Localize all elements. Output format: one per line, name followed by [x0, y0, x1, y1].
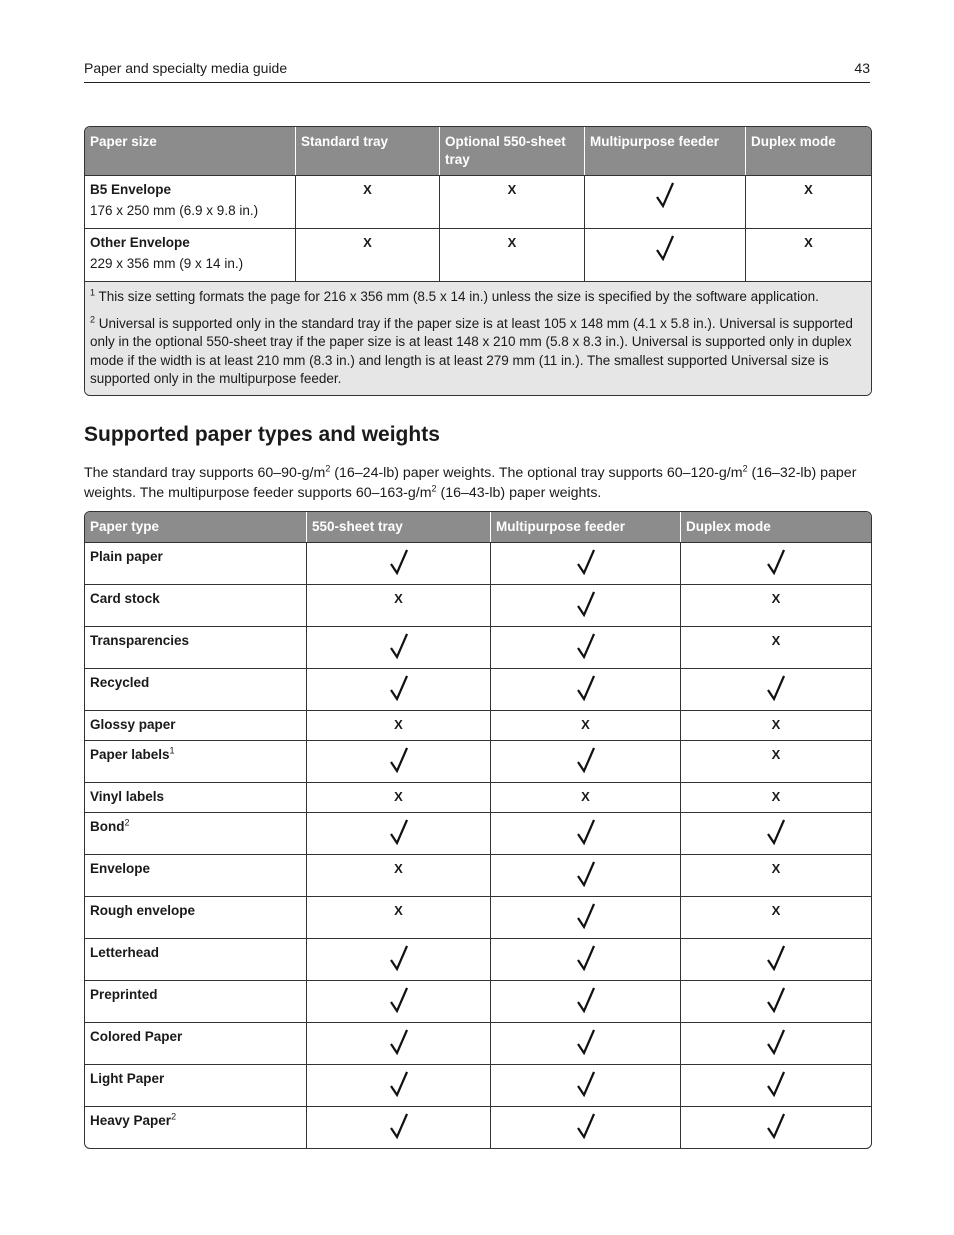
intro-text: (16–43-lb) paper weights.	[436, 485, 602, 501]
support-cell	[491, 1064, 681, 1106]
support-cell	[307, 1064, 491, 1106]
support-cell	[585, 175, 746, 228]
support-cell	[307, 938, 491, 980]
x-mark: X	[394, 789, 403, 804]
table-row	[85, 854, 871, 896]
checkmark-icon	[767, 945, 785, 971]
support-cell	[681, 1022, 871, 1064]
checkmark-icon	[767, 675, 785, 701]
support-cell	[746, 228, 871, 281]
support-cell	[681, 626, 871, 668]
checkmark-icon	[767, 549, 785, 575]
intro-text: The standard tray supports 60–90-g/m	[84, 465, 326, 481]
support-cell	[681, 854, 871, 896]
checkmark-icon	[390, 549, 408, 575]
checkmark-icon	[390, 1113, 408, 1139]
support-cell	[307, 980, 491, 1022]
support-cell	[491, 584, 681, 626]
support-cell	[491, 1022, 681, 1064]
intro-text: (16–32-lb) paper weights. The multipurpose feeder supports 60–163-g/m	[84, 465, 857, 501]
x-mark: X	[363, 182, 372, 197]
x-mark: X	[581, 717, 590, 732]
support-cell	[307, 854, 491, 896]
paper-type-cell	[85, 938, 307, 980]
paper-size-dimensions: 176 x 250 mm (6.9 x 9.8 in.)	[90, 203, 259, 218]
x-mark: X	[394, 861, 403, 876]
table-row	[85, 626, 871, 668]
footnotes-row	[85, 281, 871, 395]
checkmark-icon	[390, 747, 408, 773]
paper-type-name: Vinyl labels	[90, 789, 165, 804]
checkmark-icon	[577, 549, 595, 575]
support-cell	[440, 175, 585, 228]
checkmark-icon	[577, 747, 595, 773]
page-number: 43	[854, 60, 870, 76]
paper-type-name: Transparencies	[90, 633, 190, 648]
checkmark-icon	[656, 182, 674, 208]
paper-type-cell	[85, 542, 307, 584]
support-cell	[491, 854, 681, 896]
x-mark: X	[771, 789, 781, 804]
support-cell	[307, 812, 491, 854]
support-cell	[307, 626, 491, 668]
checkmark-icon	[390, 945, 408, 971]
support-cell	[681, 938, 871, 980]
support-cell	[681, 710, 871, 740]
support-cell	[296, 175, 440, 228]
paper-type-name: Light Paper	[90, 1071, 165, 1086]
paper-type-name: Bond	[90, 819, 125, 834]
page-header	[84, 60, 870, 83]
paper-type-name: Colored Paper	[90, 1029, 183, 1044]
support-cell	[491, 938, 681, 980]
support-cell	[746, 175, 871, 228]
support-cell	[491, 896, 681, 938]
support-cell	[491, 812, 681, 854]
support-cell	[681, 542, 871, 584]
support-cell	[307, 584, 491, 626]
paper-type-name: Preprinted	[90, 987, 158, 1002]
paper-type-name: Heavy Paper	[90, 1113, 172, 1128]
support-cell	[681, 668, 871, 710]
checkmark-icon	[577, 945, 595, 971]
support-cell	[491, 740, 681, 782]
checkmark-icon	[390, 633, 408, 659]
paper-type-name: Plain paper	[90, 549, 163, 564]
support-cell	[491, 980, 681, 1022]
checkmark-icon	[390, 987, 408, 1013]
paper-type-rows	[85, 542, 871, 1148]
support-cell	[491, 542, 681, 584]
paper-size-cell	[85, 228, 296, 281]
x-mark: X	[804, 235, 813, 250]
checkmark-icon	[767, 819, 785, 845]
x-mark: X	[771, 861, 781, 876]
paper-type-cell	[85, 812, 307, 854]
table-row	[85, 782, 871, 812]
paper-type-cell	[85, 1064, 307, 1106]
checkmark-icon	[577, 591, 595, 617]
checkmark-icon	[390, 1071, 408, 1097]
paper-type-cell	[85, 584, 307, 626]
checkmark-icon	[577, 675, 595, 701]
support-cell	[307, 710, 491, 740]
footnote-number: 1	[90, 287, 96, 298]
section-title: Supported paper types and weights	[84, 423, 440, 446]
checkmark-icon	[767, 1113, 785, 1139]
paper-type-name: Recycled	[90, 675, 150, 690]
table-row	[85, 710, 871, 740]
x-mark: X	[507, 182, 517, 197]
checkmark-icon	[767, 987, 785, 1013]
support-cell	[681, 782, 871, 812]
paper-type-cell	[85, 740, 307, 782]
paper-type-cell	[85, 782, 307, 812]
table-row	[85, 938, 871, 980]
paper-size-table	[84, 126, 872, 396]
footnote-text: This size setting formats the page for 216 x 356 mm (8.5 x 14 in.) unless the size is specified by the software application.	[98, 289, 819, 304]
support-cell	[681, 980, 871, 1022]
column-header: Paper size	[85, 127, 296, 175]
x-mark: X	[771, 591, 781, 606]
checkmark-icon	[767, 1029, 785, 1055]
x-mark: X	[394, 717, 403, 732]
footnote-number: 2	[90, 314, 96, 324]
column-header: Multipurpose feeder	[491, 512, 681, 542]
superscript: 2	[431, 483, 437, 494]
intro-text: (16–24-lb) paper weights. The optional tray supports 60–120-g/m	[330, 465, 743, 481]
checkmark-icon	[767, 1071, 785, 1097]
checkmark-icon	[577, 1113, 595, 1139]
x-mark: X	[771, 633, 781, 648]
table-row	[85, 812, 871, 854]
support-cell	[307, 740, 491, 782]
footnotes-cell	[85, 281, 871, 395]
table-row	[85, 668, 871, 710]
paper-type-cell	[85, 1106, 307, 1148]
support-cell	[307, 782, 491, 812]
support-cell	[307, 1106, 491, 1148]
checkmark-icon	[577, 1029, 595, 1055]
paper-type-name: Card stock	[90, 591, 160, 606]
support-cell	[440, 228, 585, 281]
checkmark-icon	[390, 819, 408, 845]
paper-type-cell	[85, 710, 307, 740]
checkmark-icon	[390, 1029, 408, 1055]
table-row	[85, 584, 871, 626]
column-header: Standard tray	[296, 127, 440, 175]
column-header: Multipurpose feeder	[585, 127, 746, 175]
x-mark: X	[581, 789, 590, 804]
paper-type-name: Letterhead	[90, 945, 160, 960]
superscript: 2	[325, 463, 331, 474]
x-mark: X	[771, 903, 781, 918]
column-header: Paper type	[85, 512, 307, 542]
checkmark-icon	[390, 675, 408, 701]
column-header: Optional 550-sheet tray	[440, 127, 585, 175]
support-cell	[681, 896, 871, 938]
column-header: 550-sheet tray	[307, 512, 491, 542]
table-row	[85, 896, 871, 938]
support-cell	[491, 1106, 681, 1148]
footnote-ref: 1	[169, 745, 175, 756]
paper-type-cell	[85, 854, 307, 896]
support-cell	[307, 542, 491, 584]
table-row	[85, 980, 871, 1022]
footnote-2	[90, 315, 866, 389]
header-title: Paper and specialty media guide	[84, 60, 288, 76]
paper-type-cell	[85, 896, 307, 938]
x-mark: X	[771, 717, 781, 732]
support-cell	[491, 668, 681, 710]
paper-type-cell	[85, 668, 307, 710]
footnote-text: Universal is supported only in the standard tray if the paper size is at least 105 x 148 mm (4.1 x 5.8 in.). Universal is supported only in the optional 550-sheet tray if the paper size is at least 148 x 210 mm (5.8 x 8.3 in.). Universal is supported only in duplex mode if the width is at least 210 mm (8.3 in.) and length is at least 279 mm (11 in.). The smallest supported Universal size is supported only in the multipurpose feeder.	[90, 315, 853, 386]
paper-type-cell	[85, 626, 307, 668]
checkmark-icon	[577, 861, 595, 887]
footnote-ref: 2	[171, 1111, 177, 1122]
x-mark: X	[394, 591, 403, 606]
paper-size-cell	[85, 175, 296, 228]
table-row	[85, 1064, 871, 1106]
support-cell	[681, 1106, 871, 1148]
paper-type-cell	[85, 1022, 307, 1064]
x-mark: X	[771, 747, 781, 762]
paper-type-name: Envelope	[90, 861, 151, 876]
checkmark-icon	[577, 1071, 595, 1097]
intro-paragraph	[84, 463, 874, 503]
paper-size-name: B5 Envelope	[90, 182, 172, 197]
checkmark-icon	[656, 235, 674, 261]
support-cell	[681, 812, 871, 854]
support-cell	[491, 782, 681, 812]
column-header: Duplex mode	[681, 512, 871, 542]
support-cell	[491, 710, 681, 740]
support-cell	[681, 740, 871, 782]
support-cell	[307, 1022, 491, 1064]
support-cell	[307, 896, 491, 938]
support-cell	[307, 668, 491, 710]
paper-type-name: Rough envelope	[90, 903, 196, 918]
checkmark-icon	[577, 633, 595, 659]
support-cell	[681, 584, 871, 626]
footnote-ref: 2	[124, 817, 130, 828]
table-row	[85, 228, 871, 281]
checkmark-icon	[577, 987, 595, 1013]
support-cell	[681, 1064, 871, 1106]
paper-type-name: Paper labels	[90, 747, 170, 762]
table-header-row	[85, 127, 871, 175]
checkmark-icon	[577, 819, 595, 845]
table-row	[85, 1106, 871, 1148]
support-cell	[491, 626, 681, 668]
superscript: 2	[742, 463, 748, 474]
paper-type-cell	[85, 980, 307, 1022]
paper-type-name: Glossy paper	[90, 717, 176, 732]
x-mark: X	[394, 903, 403, 918]
paper-size-name: Other Envelope	[90, 235, 190, 250]
table-row	[85, 542, 871, 584]
table-row	[85, 1022, 871, 1064]
x-mark: X	[507, 235, 517, 250]
paper-size-dimensions: 229 x 356 mm (9 x 14 in.)	[90, 256, 244, 271]
table-header-row	[85, 512, 871, 542]
footnote-1	[90, 288, 866, 307]
checkmark-icon	[577, 903, 595, 929]
support-cell	[585, 228, 746, 281]
x-mark: X	[804, 182, 813, 197]
x-mark: X	[363, 235, 372, 250]
paper-type-table	[84, 511, 872, 1149]
table-row	[85, 175, 871, 228]
column-header: Duplex mode	[746, 127, 871, 175]
table-row	[85, 740, 871, 782]
support-cell	[296, 228, 440, 281]
